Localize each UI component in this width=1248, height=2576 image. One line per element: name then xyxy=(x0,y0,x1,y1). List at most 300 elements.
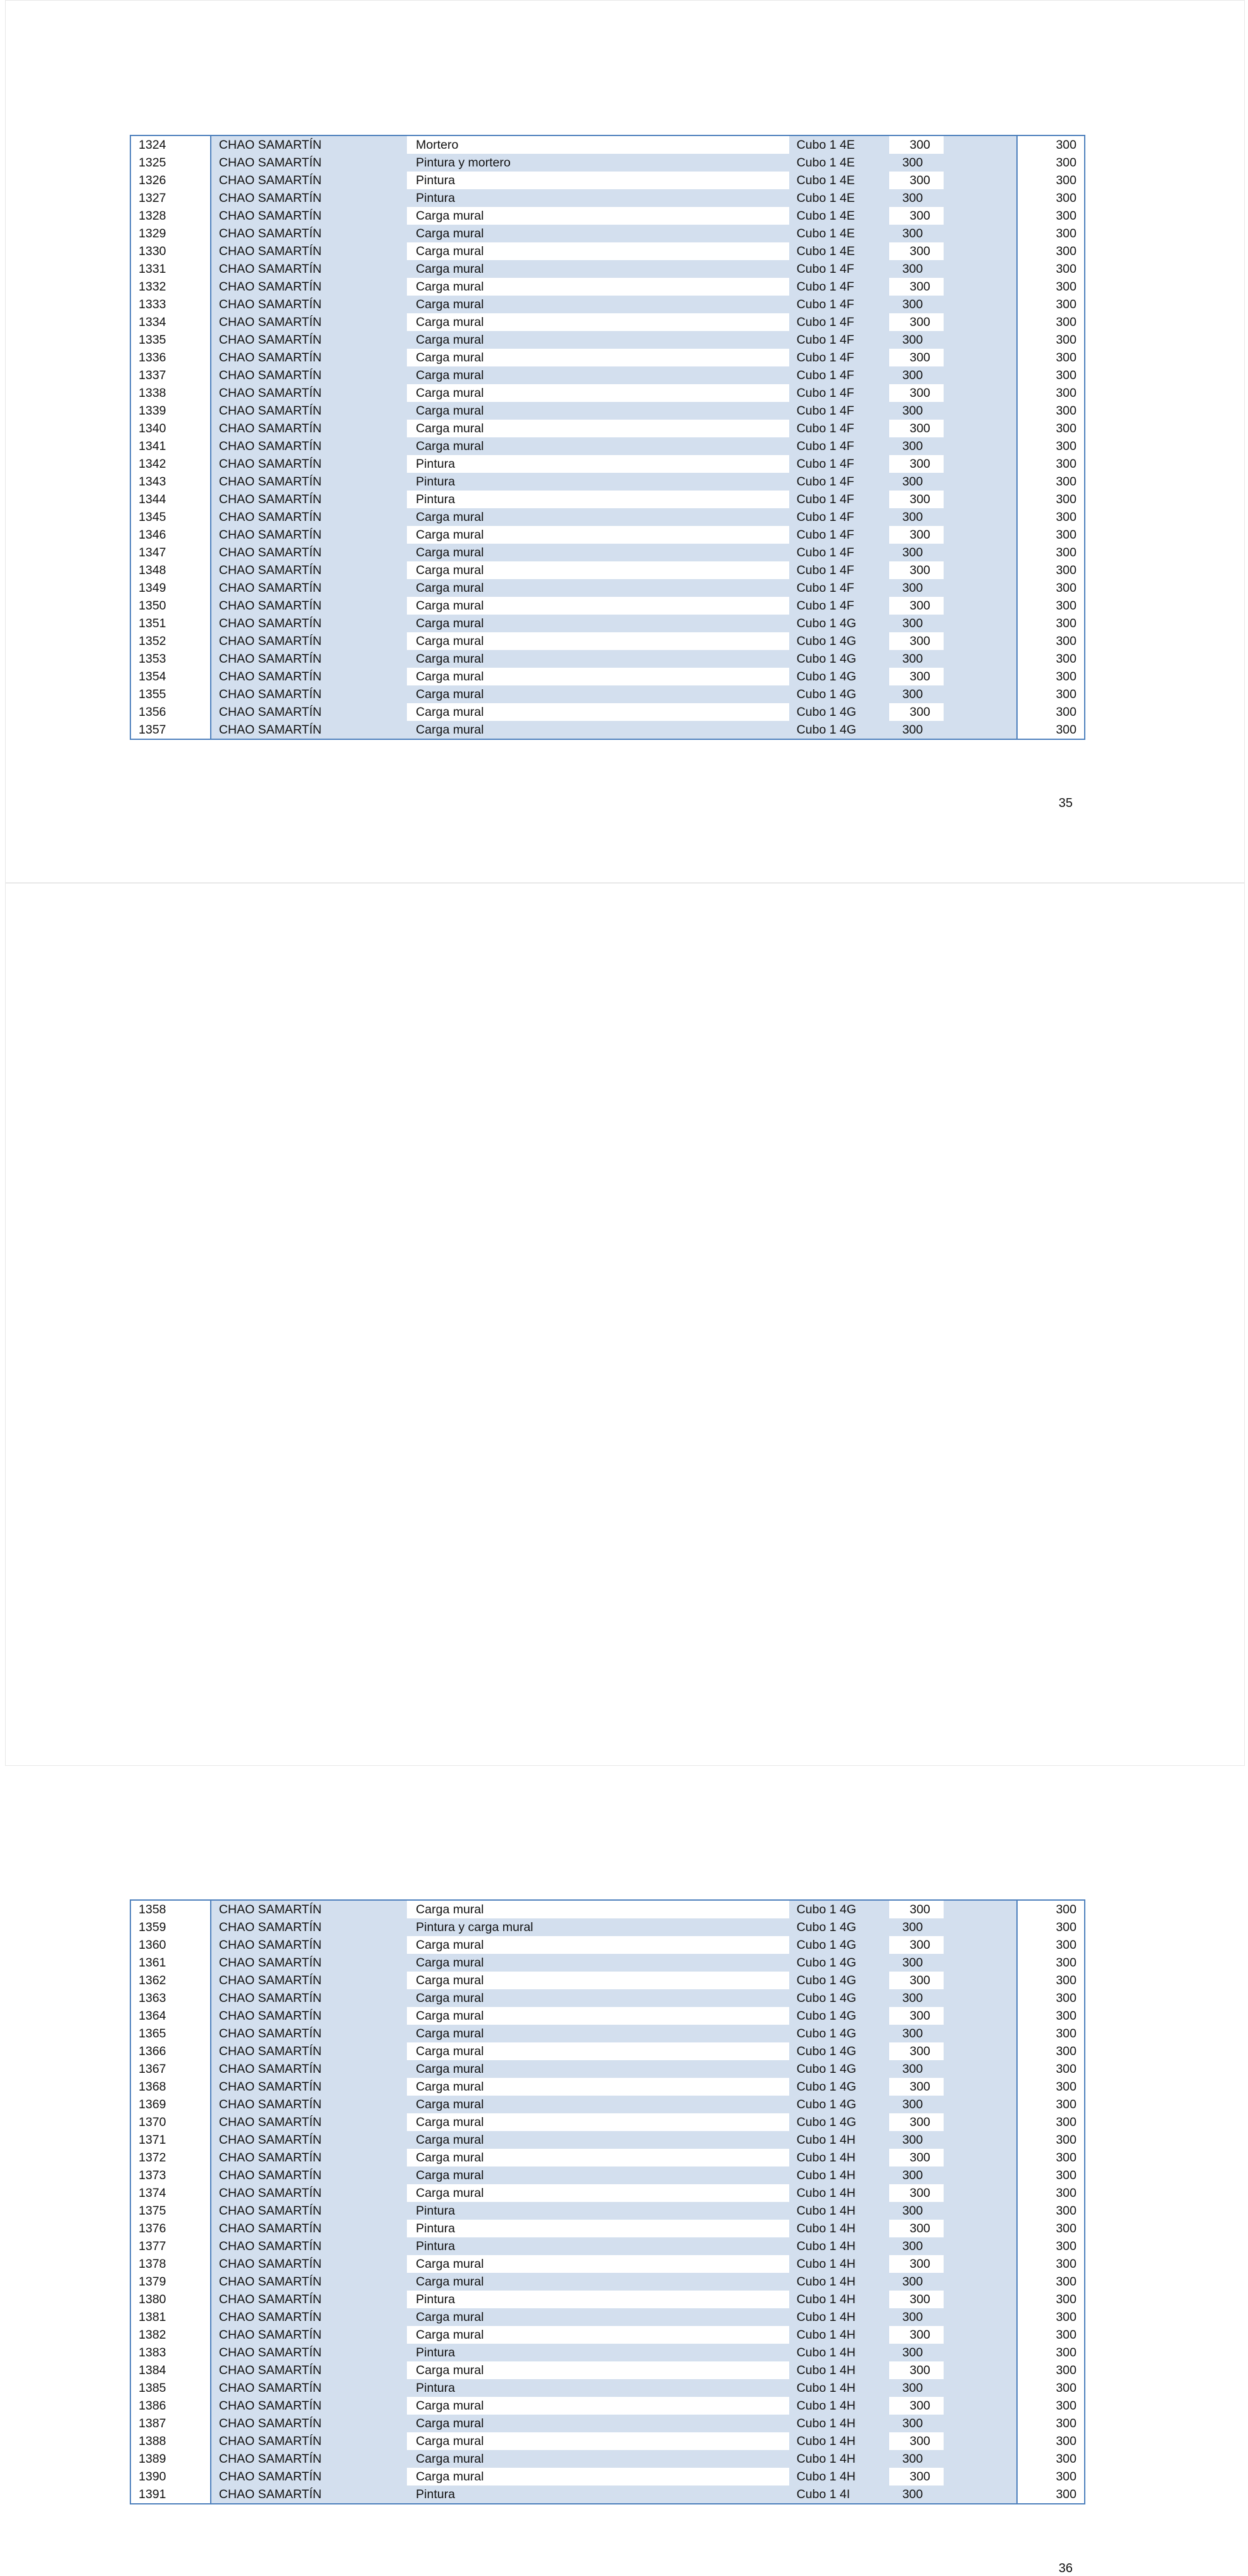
row-id-cell: 1335 xyxy=(130,331,211,349)
empty-cell xyxy=(944,2131,1017,2149)
empty-cell xyxy=(944,1972,1017,1989)
value-cell-text: 300 xyxy=(902,2239,923,2253)
material-cell xyxy=(407,2237,789,2255)
empty-cell xyxy=(944,2415,1017,2432)
location-cell: Cubo 1 4G xyxy=(789,721,882,739)
location-cell: Cubo 1 4G xyxy=(789,1989,882,2007)
material-cell xyxy=(407,2149,789,2166)
table-row xyxy=(130,526,1085,544)
value-cell-text: 300 xyxy=(889,2113,944,2131)
value-cell-text: 300 xyxy=(889,384,944,402)
location-cell: Cubo 1 4H xyxy=(789,2220,882,2237)
value-cell xyxy=(882,313,944,331)
row-id-cell: 1376 xyxy=(130,2220,211,2237)
material-cell-text: Carga mural xyxy=(416,616,484,630)
row-id-cell: 1346 xyxy=(130,526,211,544)
material-cell-text: Carga mural xyxy=(407,668,789,685)
value-cell xyxy=(882,242,944,260)
site-cell: CHAO SAMARTÍN xyxy=(211,260,407,278)
row-id-cell: 1330 xyxy=(130,242,211,260)
table-row xyxy=(130,491,1085,508)
table-row xyxy=(130,135,1085,154)
material-cell xyxy=(407,420,789,437)
material-cell-text: Carga mural xyxy=(407,313,789,331)
site-cell: CHAO SAMARTÍN xyxy=(211,2007,407,2025)
table-row xyxy=(130,296,1085,313)
site-cell: CHAO SAMARTÍN xyxy=(211,242,407,260)
total-cell: 300 xyxy=(1017,384,1085,402)
value-cell-text: 300 xyxy=(889,2149,944,2166)
value-cell-text: 300 xyxy=(902,1956,923,1970)
material-cell xyxy=(407,189,789,207)
material-cell-text: Carga mural xyxy=(407,207,789,225)
material-cell-text: Carga mural xyxy=(407,2042,789,2060)
total-cell: 300 xyxy=(1017,313,1085,331)
table-row xyxy=(130,615,1085,632)
material-cell xyxy=(407,526,789,544)
value-cell xyxy=(882,2149,944,2166)
location-cell: Cubo 1 4F xyxy=(789,473,882,491)
row-id-cell: 1324 xyxy=(130,135,211,154)
material-cell xyxy=(407,260,789,278)
table-row xyxy=(130,685,1085,703)
total-cell: 300 xyxy=(1017,2078,1085,2096)
material-cell xyxy=(407,2042,789,2060)
value-cell-text: 300 xyxy=(889,313,944,331)
total-cell: 300 xyxy=(1017,2096,1085,2113)
value-cell-text: 300 xyxy=(902,2417,923,2430)
total-cell: 300 xyxy=(1017,242,1085,260)
site-cell: CHAO SAMARTÍN xyxy=(211,1972,407,1989)
location-cell: Cubo 1 4F xyxy=(789,455,882,473)
empty-cell xyxy=(944,1918,1017,1936)
table-row xyxy=(130,2450,1085,2468)
site-cell: CHAO SAMARTÍN xyxy=(211,278,407,296)
total-cell: 300 xyxy=(1017,2202,1085,2220)
row-id-cell: 1360 xyxy=(130,1936,211,1954)
total-cell: 300 xyxy=(1017,455,1085,473)
table-row xyxy=(130,2237,1085,2255)
location-cell: Cubo 1 4F xyxy=(789,331,882,349)
value-cell-text: 300 xyxy=(902,156,923,170)
material-cell xyxy=(407,2379,789,2397)
empty-cell xyxy=(944,2007,1017,2025)
empty-cell xyxy=(944,721,1017,739)
location-cell: Cubo 1 4E xyxy=(789,172,882,189)
table-row xyxy=(130,2078,1085,2096)
empty-cell xyxy=(944,278,1017,296)
site-cell: CHAO SAMARTÍN xyxy=(211,703,407,721)
value-cell-text: 300 xyxy=(889,2361,944,2379)
material-cell xyxy=(407,313,789,331)
location-cell: Cubo 1 4G xyxy=(789,1972,882,1989)
total-cell: 300 xyxy=(1017,597,1085,615)
value-cell xyxy=(882,632,944,650)
table-row xyxy=(130,721,1085,739)
table-row xyxy=(130,2485,1085,2504)
value-cell xyxy=(882,473,944,491)
location-cell: Cubo 1 4F xyxy=(789,508,882,526)
row-id-cell: 1328 xyxy=(130,207,211,225)
total-cell: 300 xyxy=(1017,189,1085,207)
total-cell: 300 xyxy=(1017,615,1085,632)
row-id-cell: 1377 xyxy=(130,2237,211,2255)
row-id-cell: 1366 xyxy=(130,2042,211,2060)
table-row xyxy=(130,172,1085,189)
value-cell xyxy=(882,2166,944,2184)
row-id-cell: 1359 xyxy=(130,1918,211,1936)
value-cell xyxy=(882,2060,944,2078)
empty-cell xyxy=(944,260,1017,278)
table-row xyxy=(130,2415,1085,2432)
location-cell: Cubo 1 4E xyxy=(789,242,882,260)
empty-cell xyxy=(944,579,1017,597)
empty-cell xyxy=(944,331,1017,349)
material-cell-text: Carga mural xyxy=(416,2310,484,2324)
site-cell: CHAO SAMARTÍN xyxy=(211,384,407,402)
material-cell-text: Carga mural xyxy=(416,368,484,382)
location-cell: Cubo 1 4I xyxy=(789,2485,882,2504)
value-cell xyxy=(882,2468,944,2485)
row-id-cell: 1364 xyxy=(130,2007,211,2025)
value-cell-text: 300 xyxy=(902,723,923,737)
value-cell xyxy=(882,172,944,189)
site-cell: CHAO SAMARTÍN xyxy=(211,296,407,313)
empty-cell xyxy=(944,703,1017,721)
location-cell: Cubo 1 4F xyxy=(789,597,882,615)
empty-cell xyxy=(944,1954,1017,1972)
material-cell-text: Pintura xyxy=(416,2204,455,2218)
material-cell-text: Carga mural xyxy=(407,1936,789,1954)
total-cell: 300 xyxy=(1017,2166,1085,2184)
table-row xyxy=(130,2379,1085,2397)
value-cell-text: 300 xyxy=(902,404,923,418)
material-cell xyxy=(407,597,789,615)
empty-cell xyxy=(944,172,1017,189)
site-cell: CHAO SAMARTÍN xyxy=(211,508,407,526)
material-cell-text: Carga mural xyxy=(416,297,484,311)
value-cell xyxy=(882,2308,944,2326)
empty-cell xyxy=(944,366,1017,384)
site-cell: CHAO SAMARTÍN xyxy=(211,2432,407,2450)
material-cell xyxy=(407,561,789,579)
site-cell: CHAO SAMARTÍN xyxy=(211,366,407,384)
location-cell: Cubo 1 4F xyxy=(789,366,882,384)
empty-cell xyxy=(944,2166,1017,2184)
total-cell: 300 xyxy=(1017,1936,1085,1954)
location-cell: Cubo 1 4F xyxy=(789,491,882,508)
empty-cell xyxy=(944,225,1017,242)
row-id-cell: 1332 xyxy=(130,278,211,296)
value-cell-text: 300 xyxy=(902,297,923,311)
location-cell: Cubo 1 4G xyxy=(789,1936,882,1954)
material-cell xyxy=(407,2025,789,2042)
material-cell-text: Carga mural xyxy=(407,2184,789,2202)
material-cell xyxy=(407,1900,789,1918)
table-row xyxy=(130,2273,1085,2291)
value-cell xyxy=(882,455,944,473)
site-cell: CHAO SAMARTÍN xyxy=(211,579,407,597)
location-cell: Cubo 1 4H xyxy=(789,2432,882,2450)
value-cell xyxy=(882,2273,944,2291)
value-cell xyxy=(882,2007,944,2025)
value-cell-text: 300 xyxy=(902,581,923,595)
location-cell: Cubo 1 4H xyxy=(789,2450,882,2468)
value-cell-text: 300 xyxy=(889,242,944,260)
total-cell: 300 xyxy=(1017,685,1085,703)
material-cell-text: Carga mural xyxy=(407,526,789,544)
value-cell xyxy=(882,135,944,154)
location-cell: Cubo 1 4G xyxy=(789,1918,882,1936)
empty-cell xyxy=(944,685,1017,703)
location-cell: Cubo 1 4G xyxy=(789,668,882,685)
empty-cell xyxy=(944,242,1017,260)
table-row xyxy=(130,2291,1085,2308)
site-cell: CHAO SAMARTÍN xyxy=(211,721,407,739)
total-cell: 300 xyxy=(1017,172,1085,189)
material-cell-text: Pintura xyxy=(407,491,789,508)
value-cell-text: 300 xyxy=(889,455,944,473)
material-cell-text: Pintura y carga mural xyxy=(416,1920,534,1934)
table-row xyxy=(130,2308,1085,2326)
site-cell: CHAO SAMARTÍN xyxy=(211,2184,407,2202)
total-cell: 300 xyxy=(1017,296,1085,313)
material-cell xyxy=(407,2096,789,2113)
material-cell-text: Carga mural xyxy=(416,723,484,737)
value-cell-text: 300 xyxy=(902,2346,923,2360)
row-id-cell: 1337 xyxy=(130,366,211,384)
row-id-cell: 1378 xyxy=(130,2255,211,2273)
empty-cell xyxy=(944,561,1017,579)
site-cell: CHAO SAMARTÍN xyxy=(211,2291,407,2308)
table-row xyxy=(130,366,1085,384)
site-cell: CHAO SAMARTÍN xyxy=(211,135,407,154)
value-cell xyxy=(882,721,944,739)
total-cell: 300 xyxy=(1017,544,1085,561)
material-cell xyxy=(407,632,789,650)
row-id-cell: 1342 xyxy=(130,455,211,473)
table-row xyxy=(130,420,1085,437)
material-cell xyxy=(407,1936,789,1954)
empty-cell xyxy=(944,349,1017,366)
empty-cell xyxy=(944,437,1017,455)
value-cell xyxy=(882,1900,944,1918)
row-id-cell: 1369 xyxy=(130,2096,211,2113)
value-cell xyxy=(882,1936,944,1954)
site-cell: CHAO SAMARTÍN xyxy=(211,2485,407,2504)
value-cell-text: 300 xyxy=(902,333,923,347)
material-cell xyxy=(407,508,789,526)
site-cell: CHAO SAMARTÍN xyxy=(211,1900,407,1918)
material-cell-text: Carga mural xyxy=(416,687,484,701)
empty-cell xyxy=(944,135,1017,154)
empty-cell xyxy=(944,2379,1017,2397)
material-cell-text: Carga mural xyxy=(407,349,789,366)
value-cell-text: 300 xyxy=(902,262,923,276)
total-cell: 300 xyxy=(1017,2060,1085,2078)
material-cell xyxy=(407,615,789,632)
value-cell xyxy=(882,650,944,668)
row-id-cell: 1373 xyxy=(130,2166,211,2184)
material-cell xyxy=(407,1989,789,2007)
row-id-cell: 1333 xyxy=(130,296,211,313)
empty-cell xyxy=(944,2096,1017,2113)
value-cell-text: 300 xyxy=(902,439,923,453)
value-cell xyxy=(882,579,944,597)
value-cell-text: 300 xyxy=(889,526,944,544)
row-id-cell: 1355 xyxy=(130,685,211,703)
empty-cell xyxy=(944,2255,1017,2273)
value-cell xyxy=(882,2096,944,2113)
total-cell: 300 xyxy=(1017,703,1085,721)
table-row xyxy=(130,2166,1085,2184)
material-cell-text: Pintura y mortero xyxy=(416,156,511,170)
material-cell xyxy=(407,2007,789,2025)
site-cell: CHAO SAMARTÍN xyxy=(211,650,407,668)
site-cell: CHAO SAMARTÍN xyxy=(211,2468,407,2485)
value-cell xyxy=(882,2255,944,2273)
row-id-cell: 1344 xyxy=(130,491,211,508)
value-cell-text: 300 xyxy=(889,2326,944,2344)
material-cell xyxy=(407,2184,789,2202)
table-row xyxy=(130,561,1085,579)
site-cell: CHAO SAMARTÍN xyxy=(211,437,407,455)
value-cell xyxy=(882,2485,944,2504)
location-cell: Cubo 1 4G xyxy=(789,2025,882,2042)
material-cell xyxy=(407,437,789,455)
value-cell xyxy=(882,366,944,384)
empty-cell xyxy=(944,491,1017,508)
row-id-cell: 1345 xyxy=(130,508,211,526)
material-cell-text: Pintura xyxy=(416,191,455,205)
site-cell: CHAO SAMARTÍN xyxy=(211,2131,407,2149)
value-cell xyxy=(882,260,944,278)
material-cell-text: Carga mural xyxy=(416,227,484,241)
table-row xyxy=(130,1989,1085,2007)
empty-cell xyxy=(944,296,1017,313)
table-row xyxy=(130,1954,1085,1972)
material-cell xyxy=(407,2166,789,2184)
total-cell: 300 xyxy=(1017,2007,1085,2025)
total-cell: 300 xyxy=(1017,2432,1085,2450)
material-cell-text: Carga mural xyxy=(416,2062,484,2076)
empty-cell xyxy=(944,2273,1017,2291)
site-cell: CHAO SAMARTÍN xyxy=(211,313,407,331)
value-cell-text: 300 xyxy=(902,368,923,382)
value-cell-text: 300 xyxy=(889,1972,944,1989)
total-cell: 300 xyxy=(1017,207,1085,225)
site-cell: CHAO SAMARTÍN xyxy=(211,207,407,225)
total-cell: 300 xyxy=(1017,402,1085,420)
material-cell-text: Carga mural xyxy=(416,546,484,560)
table-row xyxy=(130,2025,1085,2042)
material-cell-text: Carga mural xyxy=(416,262,484,276)
location-cell: Cubo 1 4F xyxy=(789,313,882,331)
location-cell: Cubo 1 4F xyxy=(789,420,882,437)
row-id-cell: 1391 xyxy=(130,2485,211,2504)
material-cell-text: Carga mural xyxy=(416,2275,484,2289)
empty-cell xyxy=(944,1900,1017,1918)
table-row xyxy=(130,278,1085,296)
location-cell: Cubo 1 4G xyxy=(789,632,882,650)
total-cell: 300 xyxy=(1017,2468,1085,2485)
value-cell xyxy=(882,2025,944,2042)
table-row xyxy=(130,2131,1085,2149)
material-cell xyxy=(407,2485,789,2504)
value-cell xyxy=(882,544,944,561)
material-cell-text: Carga mural xyxy=(407,597,789,615)
total-cell: 300 xyxy=(1017,2308,1085,2326)
value-cell-text: 300 xyxy=(889,2397,944,2415)
site-cell: CHAO SAMARTÍN xyxy=(211,331,407,349)
row-id-cell: 1387 xyxy=(130,2415,211,2432)
material-cell xyxy=(407,544,789,561)
site-cell: CHAO SAMARTÍN xyxy=(211,2078,407,2096)
site-cell: CHAO SAMARTÍN xyxy=(211,2361,407,2379)
material-cell-text: Pintura xyxy=(416,2346,455,2360)
total-cell: 300 xyxy=(1017,2450,1085,2468)
empty-cell xyxy=(944,2220,1017,2237)
row-id-cell: 1327 xyxy=(130,189,211,207)
material-cell-text: Carga mural xyxy=(407,2007,789,2025)
location-cell: Cubo 1 4F xyxy=(789,437,882,455)
total-cell: 300 xyxy=(1017,2113,1085,2131)
material-cell-text: Carga mural xyxy=(407,561,789,579)
value-cell-text: 300 xyxy=(889,207,944,225)
empty-cell xyxy=(944,384,1017,402)
total-cell: 300 xyxy=(1017,437,1085,455)
empty-cell xyxy=(944,2184,1017,2202)
empty-cell xyxy=(944,313,1017,331)
empty-cell xyxy=(944,473,1017,491)
site-cell: CHAO SAMARTÍN xyxy=(211,2025,407,2042)
location-cell: Cubo 1 4H xyxy=(789,2273,882,2291)
total-cell: 300 xyxy=(1017,526,1085,544)
row-id-cell: 1340 xyxy=(130,420,211,437)
value-cell xyxy=(882,2344,944,2361)
value-cell-text: 300 xyxy=(889,1936,944,1954)
row-id-cell: 1347 xyxy=(130,544,211,561)
value-cell xyxy=(882,668,944,685)
site-cell: CHAO SAMARTÍN xyxy=(211,2237,407,2255)
total-cell: 300 xyxy=(1017,420,1085,437)
value-cell xyxy=(882,615,944,632)
site-cell: CHAO SAMARTÍN xyxy=(211,2397,407,2415)
value-cell-text: 300 xyxy=(889,278,944,296)
empty-cell xyxy=(944,544,1017,561)
site-cell: CHAO SAMARTÍN xyxy=(211,2166,407,2184)
location-cell: Cubo 1 4E xyxy=(789,207,882,225)
value-cell-text: 300 xyxy=(889,349,944,366)
total-cell: 300 xyxy=(1017,2025,1085,2042)
material-cell-text: Carga mural xyxy=(416,2027,484,2041)
location-cell: Cubo 1 4F xyxy=(789,349,882,366)
empty-cell xyxy=(944,455,1017,473)
material-cell-text: Carga mural xyxy=(416,2168,484,2182)
value-cell-text: 300 xyxy=(902,652,923,666)
total-cell: 300 xyxy=(1017,2379,1085,2397)
material-cell-text: Carga mural xyxy=(407,2113,789,2131)
value-cell xyxy=(882,2220,944,2237)
value-cell-text: 300 xyxy=(889,668,944,685)
row-id-cell: 1331 xyxy=(130,260,211,278)
location-cell: Cubo 1 4G xyxy=(789,685,882,703)
value-cell xyxy=(882,2078,944,2096)
location-cell: Cubo 1 4H xyxy=(789,2326,882,2344)
location-cell: Cubo 1 4F xyxy=(789,402,882,420)
site-cell: CHAO SAMARTÍN xyxy=(211,2042,407,2060)
table-row xyxy=(130,242,1085,260)
